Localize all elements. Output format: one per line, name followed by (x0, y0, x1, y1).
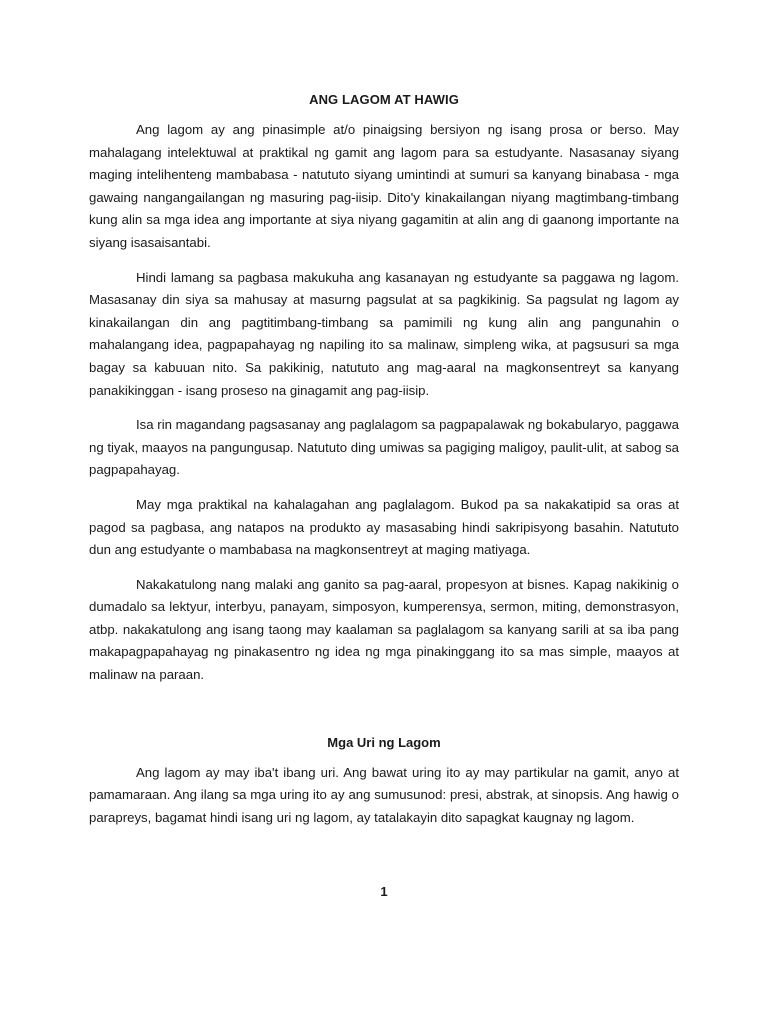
paragraph-4: May mga praktikal na kahalagahan ang paglalagom. Bukod pa sa nakakatipid sa oras at pagod sa pagbasa, ang natapos na produkto ay masasabing hindi sakripisyong basahin. Natututo dun ang estudyante o mambabasa na magkonsentreyt at maging matiyaga. (89, 496, 679, 558)
paragraph-5: Nakakatulong nang malaki ang ganito sa pag-aaral, propesyon at bisnes. Kapag nakikinig o dumadalo sa lektyur, interbyu, panayam, simposyon, kumperensya, sermon, miting, demonstrasyon, atbp. nakakatulong ang isang taong may kaalaman sa paglalagom sa kanyang sarili at sa iba pang makapagpapahayag ng pinakasentro ng idea ng mga pinakinggang ito sa mas simple, maayos at malinaw na paraan. (89, 576, 679, 683)
section-paragraph-1: Ang lagom ay may iba't ibang uri. Ang bawat uring ito ay may partikular na gamit, anyo at pamamaraan. Ang ilang sa mga uring ito ay ang sumusunod: presi, abstrak, at sinopsis. Ang hawig o parapreys, bagamat hindi isang uri ng lagom, ay tatalakayin dito sapagkat kaugnay ng lagom. (89, 764, 679, 825)
document-title: ANG LAGOM AT HAWIG (309, 92, 459, 107)
document-body (89, 88, 679, 841)
page-number: 1 (380, 884, 388, 899)
paragraph-1: Ang lagom ay ang pinasimple at/o pinaigsing bersiyon ng isang prosa or berso. May mahalagang intelektuwal at praktikal ng gamit ang lagom para sa estudyante. Nasasanay siyang maging intelihenteng mambabasa - natututo siyang umintindi at sumuri sa kanyang binabasa - mga gawaing nangangailangan ng masuring pag-iisip. Dito'y kinakailangan niyang magtimbang-timbang kung alin sa mga idea ang importante at siya niyang gagamitin at alin ang di gaanong importante na siyang isasaisantabi. (89, 122, 679, 250)
paragraph-3: Isa rin magandang pagsasanay ang paglalagom sa pagpapalawak ng bokabularyo, paggawa ng tiyak, maayos na pangungusap. Natututo ding umiwas sa pagiging maligoy, paulit-ulit, at sabog sa pagpapahayag. (89, 417, 679, 478)
section-title: Mga Uri ng Lagom (327, 734, 441, 750)
paragraph-2: Hindi lamang sa pagbasa makukuha ang kasanayan ng estudyante sa paggawa ng lagom. Masasanay din siya sa mahusay at masurng pagsulat at sa pagkikinig. Sa pagsulat ng lagom ay kinakailangan din ang pagtitimbang-timbang sa pamimili ng kung alin ang pangunahin o mahalangang idea, pagpapahayag ng napiling ito sa malinaw, simpleng wika, at pagsusuri sa mga bagay sa kabuuan nito. Sa pakikinig, natututo ang mag-aaral na magkonsentreyt sa kanyang panakikinggan - isang proseso na ginagamit ang pag-iisip. (89, 269, 679, 398)
